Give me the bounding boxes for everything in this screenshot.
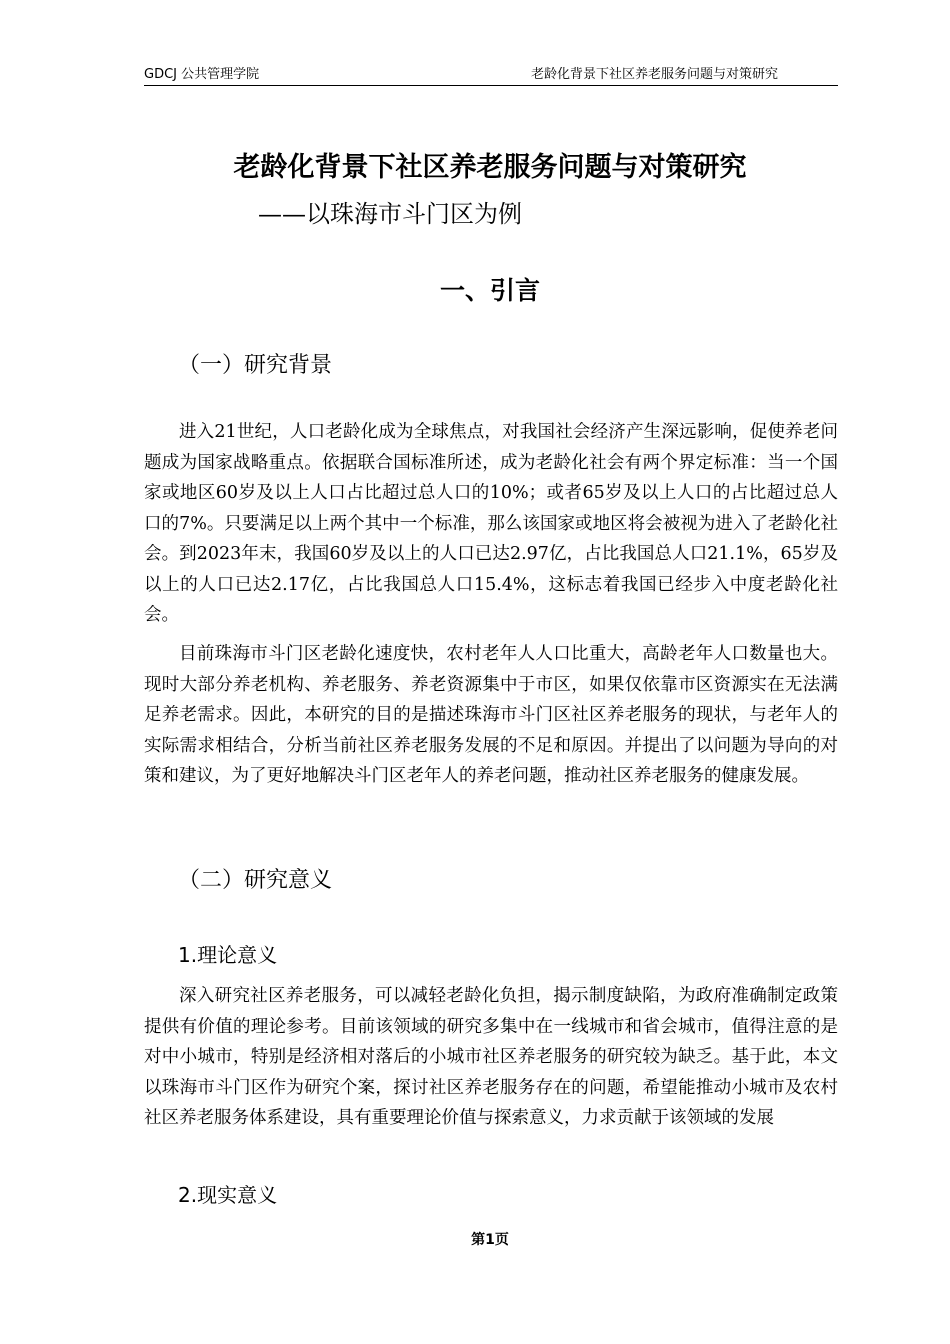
running-header-institution: GDCJ 公共管理学院	[144, 67, 260, 82]
heading-practical-significance: 2.现实意义	[178, 1183, 278, 1207]
header-divider	[144, 85, 838, 86]
paragraph-theoretical-significance: 深入研究社区养老服务，可以减轻老龄化负担，揭示制度缺陷，为政府准确制定政策提供有价值的理论参考。目前该领域的研究多集中在一线城市和省会城市，值得注意的是对中小城市，特别是经济相对落后的小城市社区养老服务的研究较为缺乏。基于此，本文以珠海市斗门区作为研究个案，探讨社区养老服务存在的问题，希望能推动小城市及农村社区养老服务体系建设，具有重要理论价值与探索意义，力求贡献于该领域的发展	[144, 986, 838, 1128]
paragraph-background-1: 进入21世纪，人口老龄化成为全球焦点，对我国社会经济产生深远影响，促使养老问题成为国家战略重点。依据联合国标准所述，成为老龄化社会有两个界定标准：当一个国家或地区60岁及以上人口占比超过总人口的10%；或者65岁及以上人口的占比超过总人口的7%。只要满足以上两个其中一个标准，那么该国家或地区将会被视为进入了老龄化社会。到2023年末，我国60岁及以上的人口已达2.97亿，占比我国总人口21.1%，65岁及以上的人口已达2.17亿，占比我国总人口15.4%，这标志着我国已经步入中度老龄化社会。	[144, 422, 838, 625]
section-heading-introduction: 一、引言	[439, 276, 540, 305]
paper-subtitle: ——以珠海市斗门区为例	[258, 200, 522, 228]
subsection-heading-background: （一）研究背景	[178, 353, 333, 378]
running-header-title: 老龄化背景下社区养老服务问题与对策研究	[530, 67, 778, 82]
paper-title: 老龄化背景下社区养老服务问题与对策研究	[233, 152, 747, 183]
subsection-heading-significance: （二）研究意义	[178, 868, 333, 893]
page-number: 第1页	[471, 1232, 509, 1248]
heading-theoretical-significance: 1.理论意义	[178, 943, 278, 967]
paragraph-background-2: 目前珠海市斗门区老龄化速度快，农村老年人人口比重大，高龄老年人口数量也大。现时大部分养老机构、养老服务、养老资源集中于市区，如果仅依靠市区资源实在无法满足养老需求。因此，本研究的目的是描述珠海市斗门区社区养老服务的现状，与老年人的实际需求相结合，分析当前社区养老服务发展的不足和原因。并提出了以问题为导向的对策和建议，为了更好地解决斗门区老年人的养老问题，推动社区养老服务的健康发展。	[144, 644, 838, 786]
